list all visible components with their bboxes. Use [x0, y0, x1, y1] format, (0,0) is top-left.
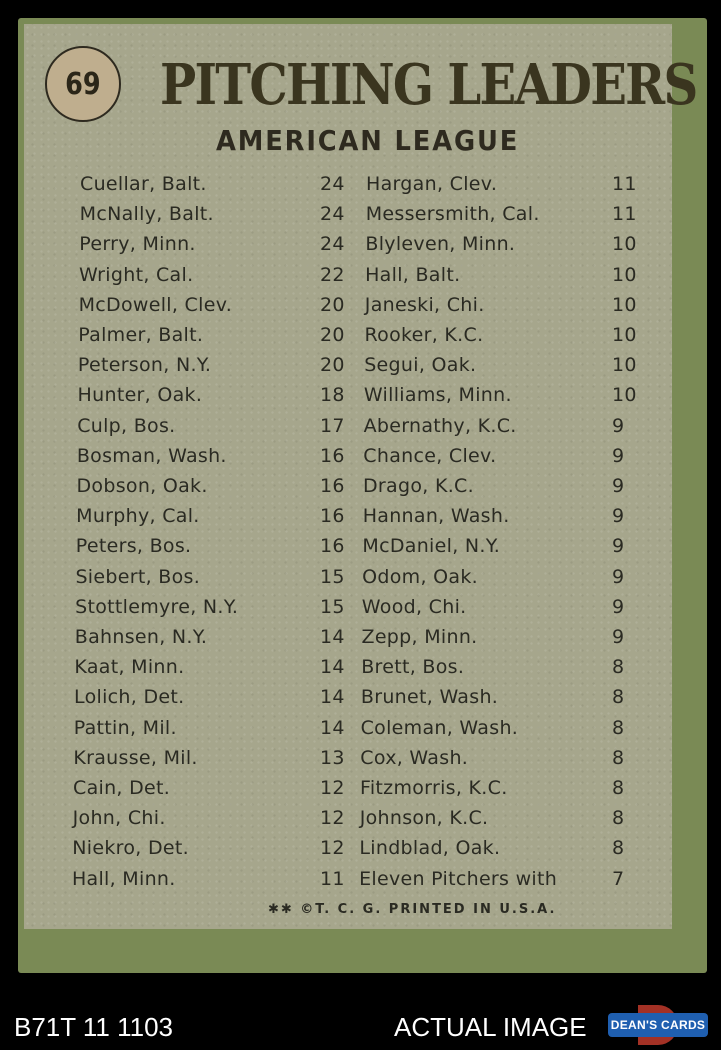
pitcher-name: Fitzmorris, K.C.	[360, 777, 508, 799]
logo-text: DEAN'S CARDS	[610, 1018, 706, 1032]
inventory-code: B71T 11 1103	[14, 1012, 174, 1042]
pitcher-name: McNally, Balt.	[79, 203, 214, 226]
deans-cards-logo	[608, 1005, 708, 1045]
pitcher-wins: 15	[320, 595, 345, 618]
pitcher-wins: 9	[612, 505, 625, 528]
pitcher-name: Peterson, N.Y.	[77, 354, 212, 377]
pitcher-name: John, Chi.	[72, 807, 166, 830]
card-number: 69	[65, 66, 101, 102]
pitcher-wins: 8	[612, 746, 625, 769]
card-title: PITCHING LEADERS	[160, 52, 697, 118]
pitcher-wins: 24	[320, 173, 345, 195]
pitcher-wins: 8	[612, 837, 625, 860]
pitcher-wins: 8	[612, 777, 625, 799]
pitcher-name: Pattin, Mil.	[73, 716, 177, 739]
pitcher-name: Janeski, Chi.	[364, 293, 485, 316]
pitcher-name: Peters, Bos.	[75, 535, 192, 558]
pitcher-wins: 15	[320, 565, 345, 588]
pitcher-wins: 13	[320, 746, 345, 769]
pitcher-name: Krausse, Mil.	[73, 746, 198, 769]
pitcher-wins: 20	[320, 324, 345, 346]
pitcher-wins: 20	[320, 293, 345, 316]
pitcher-name: Hunter, Oak.	[77, 384, 203, 407]
pitcher-wins: 14	[320, 716, 345, 739]
pitcher-name: Culp, Bos.	[77, 414, 176, 437]
card-number-badge	[45, 46, 121, 122]
pitcher-wins: 9	[612, 444, 625, 467]
pitcher-name: Cuellar, Balt.	[80, 173, 207, 195]
pitcher-name: Perry, Minn.	[79, 233, 196, 256]
pitcher-name: Stottlemyre, N.Y.	[75, 595, 239, 618]
pitcher-name: Blyleven, Minn.	[365, 233, 516, 256]
pitcher-wins: 12	[320, 777, 345, 799]
pitcher-wins: 8	[612, 656, 625, 679]
card-subtitle: AMERICAN LEAGUE	[216, 124, 520, 157]
copyright-line: ✱✱ ©T. C. G. PRINTED IN U.S.A.	[268, 902, 557, 917]
pitcher-name: Cain, Det.	[73, 777, 171, 799]
pitcher-wins: 10	[612, 263, 637, 286]
pitcher-name: Segui, Oak.	[364, 354, 477, 377]
pitcher-wins: 10	[612, 354, 637, 377]
pitcher-wins: 7	[612, 867, 625, 890]
pitcher-name: Chance, Clev.	[363, 444, 497, 467]
actual-image-label: ACTUAL IMAGE	[394, 1012, 587, 1042]
pitcher-name: Kaat, Minn.	[74, 656, 185, 679]
pitcher-wins: 10	[612, 233, 637, 256]
pitcher-name: Coleman, Wash.	[360, 716, 519, 739]
pitcher-name: Wood, Chi.	[361, 595, 467, 618]
pitcher-wins: 12	[320, 807, 345, 830]
pitcher-name: Drago, K.C.	[363, 475, 474, 497]
pitcher-name: Hall, Balt.	[365, 263, 461, 286]
pitcher-wins: 18	[320, 384, 345, 407]
pitcher-name: Bosman, Wash.	[76, 444, 227, 467]
pitcher-wins: 14	[320, 686, 345, 709]
pitcher-wins: 12	[320, 837, 345, 860]
pitcher-name: Brunet, Wash.	[360, 686, 499, 709]
pitcher-name: Johnson, K.C.	[359, 807, 489, 830]
pitcher-wins: 24	[320, 203, 345, 226]
pitcher-wins: 16	[320, 475, 345, 497]
pitcher-name: Lindblad, Oak.	[359, 837, 501, 860]
pitcher-name: Odom, Oak.	[362, 565, 478, 588]
pitcher-wins: 14	[320, 656, 345, 679]
pitcher-wins: 24	[320, 233, 345, 256]
pitcher-name: McDaniel, N.Y.	[362, 535, 501, 558]
pitcher-name: Siebert, Bos.	[75, 565, 201, 588]
logo-badge	[608, 1013, 708, 1037]
pitcher-name: Dobson, Oak.	[76, 475, 208, 497]
pitcher-name: Hall, Minn.	[71, 867, 176, 890]
pitcher-wins: 16	[320, 505, 345, 528]
pitcher-wins: 10	[612, 293, 637, 316]
pitcher-name: Abernathy, K.C.	[363, 414, 517, 437]
pitcher-wins: 14	[320, 626, 345, 648]
pitcher-wins: 8	[612, 686, 625, 709]
pitcher-wins: 11	[612, 173, 637, 195]
pitcher-name: McDowell, Clev.	[78, 293, 233, 316]
pitcher-name: Brett, Bos.	[361, 656, 465, 679]
pitcher-wins: 9	[612, 626, 625, 648]
pitcher-name: Hargan, Clev.	[366, 173, 498, 195]
pitcher-name: Niekro, Det.	[72, 837, 189, 860]
pitcher-name: Messersmith, Cal.	[365, 203, 540, 226]
pitcher-wins: 17	[320, 414, 345, 437]
pitcher-name: Rooker, K.C.	[364, 324, 484, 346]
pitcher-name: Lolich, Det.	[74, 686, 185, 709]
pitcher-name: Eleven Pitchers with	[359, 867, 558, 890]
pitcher-wins: 9	[612, 475, 625, 497]
pitcher-name: Zepp, Minn.	[361, 626, 478, 648]
pitcher-wins: 9	[612, 535, 625, 558]
pitcher-wins: 9	[612, 595, 625, 618]
pitcher-wins: 8	[612, 716, 625, 739]
pitcher-name: Murphy, Cal.	[76, 505, 200, 528]
pitcher-name: Williams, Minn.	[363, 384, 512, 407]
pitcher-wins: 9	[612, 414, 625, 437]
pitcher-wins: 16	[320, 444, 345, 467]
pitcher-wins: 10	[612, 384, 637, 407]
pitcher-wins: 9	[612, 565, 625, 588]
pitcher-wins: 11	[612, 203, 637, 226]
pitcher-name: Bahnsen, N.Y.	[74, 626, 208, 648]
pitcher-name: Hannan, Wash.	[362, 505, 510, 528]
pitcher-name: Wright, Cal.	[78, 263, 194, 286]
pitcher-wins: 8	[612, 807, 625, 830]
pitcher-name: Palmer, Balt.	[78, 324, 204, 346]
pitcher-wins: 10	[612, 324, 637, 346]
pitcher-wins: 20	[320, 354, 345, 377]
pitcher-wins: 22	[320, 263, 345, 286]
pitcher-wins: 11	[320, 867, 345, 890]
pitcher-wins: 16	[320, 535, 345, 558]
pitcher-name: Cox, Wash.	[360, 746, 469, 769]
